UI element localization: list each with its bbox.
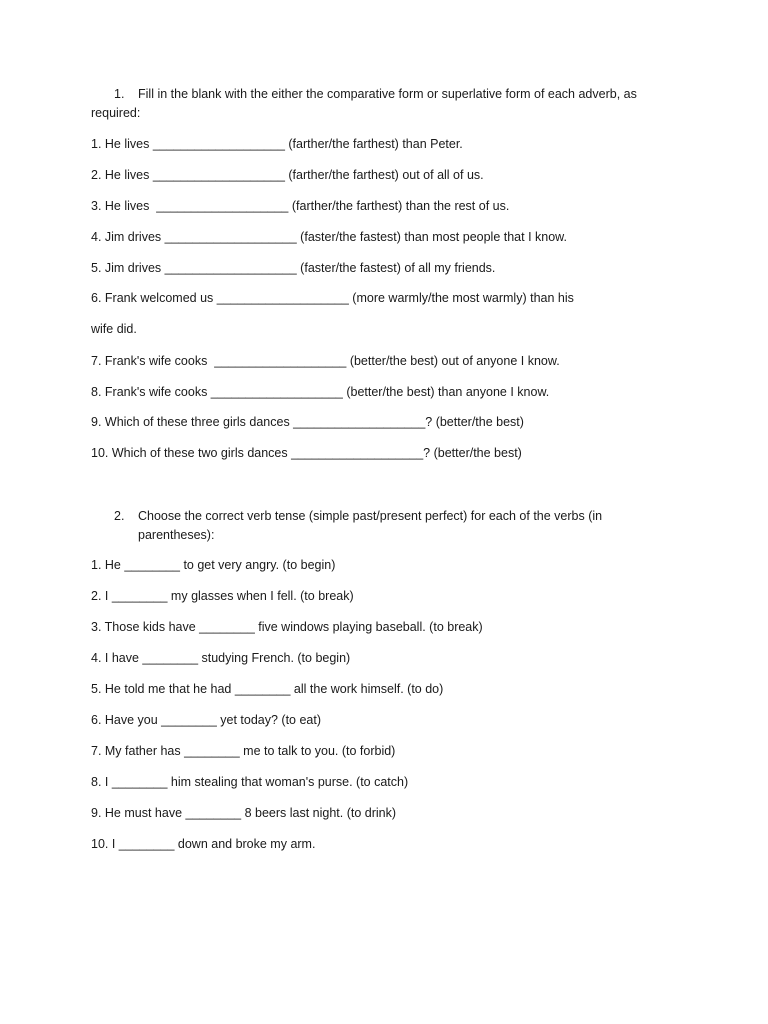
section-1-item: 10. Which of these two girls dances ___________________? (better/the best) bbox=[91, 446, 522, 460]
section-1-item: 6. Frank welcomed us ___________________ (more warmly/the most warmly) than his bbox=[91, 291, 574, 305]
section-2-item: 6. Have you ________ yet today? (to eat) bbox=[91, 713, 322, 727]
section-1-item: 1. He lives ___________________ (farther/the farthest) than Peter. bbox=[91, 137, 463, 151]
section-2-instruction-line-1: Choose the correct verb tense (simple past/present perfect) for each of the verbs (in bbox=[138, 509, 603, 523]
section-1-item: 5. Jim drives ___________________ (faster/the fastest) of all my friends. bbox=[91, 261, 496, 275]
section-1-instruction-line-1: Fill in the blank with the either the comparative form or superlative form of each adverb, as bbox=[138, 87, 637, 101]
section-1-instruction-line-2: required: bbox=[91, 106, 141, 120]
section-2-instruction-line-2: parentheses): bbox=[138, 528, 215, 542]
section-1-item-continuation: wife did. bbox=[91, 322, 137, 336]
section-2-item: 4. I have ________ studying French. (to begin) bbox=[91, 651, 351, 665]
section-2-item: 7. My father has ________ me to talk to you. (to forbid) bbox=[91, 744, 396, 758]
section-1-number: 1. bbox=[114, 87, 125, 101]
section-1-item: 2. He lives ___________________ (farther/the farthest) out of all of us. bbox=[91, 168, 484, 182]
section-2-item: 8. I ________ him stealing that woman's purse. (to catch) bbox=[91, 775, 409, 789]
section-2-item: 9. He must have ________ 8 beers last night. (to drink) bbox=[91, 806, 397, 820]
section-2-item: 2. I ________ my glasses when I fell. (to break) bbox=[91, 589, 354, 603]
section-2-item: 1. He ________ to get very angry. (to begin) bbox=[91, 558, 336, 572]
section-2-item: 10. I ________ down and broke my arm. bbox=[91, 837, 316, 851]
section-1-heading bbox=[91, 85, 691, 123]
section-2-number: 2. bbox=[114, 509, 125, 523]
section-1-item: 7. Frank's wife cooks ___________________ (better/the best) out of anyone I know. bbox=[91, 354, 560, 368]
section-2-heading bbox=[91, 507, 691, 545]
section-1-item: 8. Frank's wife cooks ___________________ (better/the best) than anyone I know. bbox=[91, 385, 550, 399]
section-1-item: 3. He lives ___________________ (farther/the farthest) than the rest of us. bbox=[91, 199, 510, 213]
section-2-item: 3. Those kids have ________ five windows playing baseball. (to break) bbox=[91, 620, 483, 634]
section-1-item: 4. Jim drives ___________________ (faster/the fastest) than most people that I know. bbox=[91, 230, 567, 244]
section-2-item: 5. He told me that he had ________ all the work himself. (to do) bbox=[91, 682, 444, 696]
section-1-item: 9. Which of these three girls dances ___________________? (better/the best) bbox=[91, 415, 524, 429]
